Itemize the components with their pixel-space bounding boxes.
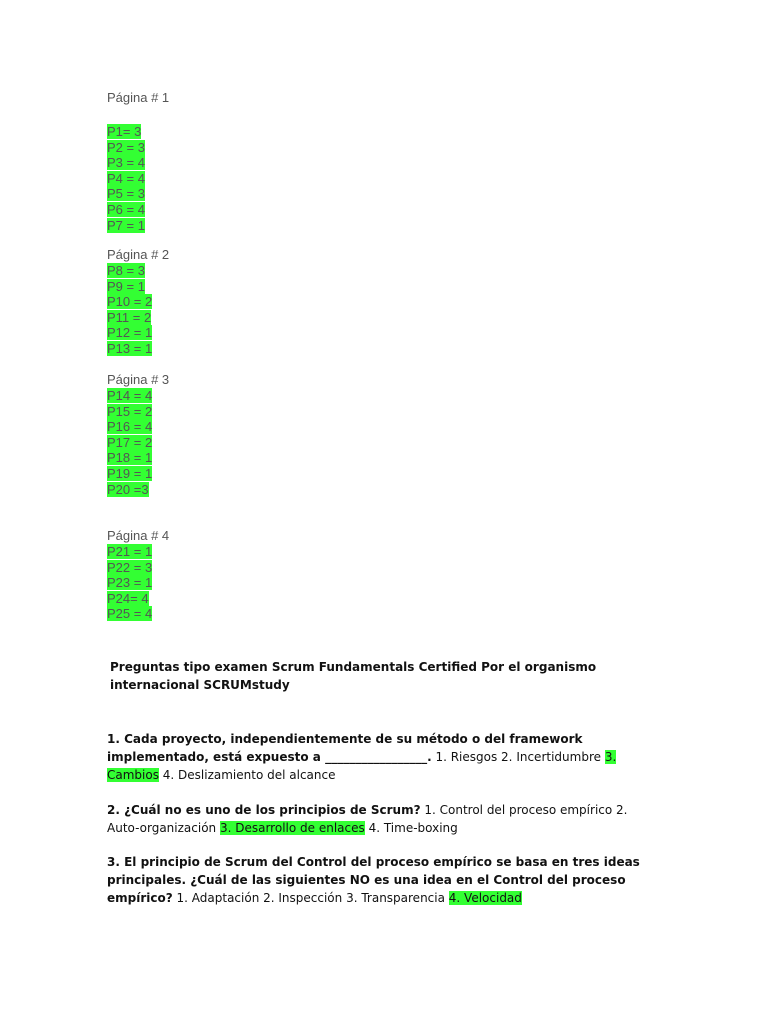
correct-answer-highlight: 3. Desarrollo de enlaces: [219, 821, 365, 835]
answer-item: P3 = 4: [107, 155, 145, 171]
answer-item: P21 = 1: [107, 544, 153, 559]
answer-block-page-3: [107, 372, 169, 497]
exam-title: [110, 658, 620, 694]
question-stem: 1. Cada proyecto, independientemente de su método o del framework implementado, está expuesto a _________________.: [107, 732, 583, 764]
answer-item: P18 = 1: [107, 450, 153, 466]
page-heading: Página # 2: [107, 247, 170, 262]
answer-item: P7 = 1: [107, 217, 145, 233]
question-1: [107, 730, 647, 784]
question-options-rest: 4. Deslizamiento del alcance: [158, 768, 336, 782]
exam-title-text: Preguntas tipo examen Scrum Fundamentals Certified Por el organismo internacional SCRUMstudy: [110, 660, 597, 692]
answer-block-page-2: [107, 247, 169, 357]
answer-item: P23 = 1: [107, 575, 153, 591]
page-heading: Página # 4: [107, 528, 170, 543]
question-options: 1. Control del proceso empírico 2. Auto-organización: [107, 803, 628, 835]
question-options-rest: 4. Time-boxing: [364, 821, 458, 835]
answer-item: P8 = 3: [107, 263, 145, 278]
answer-item: P13 = 1: [107, 340, 153, 356]
question-options: 1. Riesgos 2. Incertidumbre: [431, 750, 605, 764]
answer-block-page-4: [107, 528, 169, 622]
answer-item: P11 = 2: [107, 309, 152, 325]
answer-block-page-1: [107, 90, 169, 233]
answer-item: P12 = 1: [107, 325, 153, 341]
page-heading: Página # 3: [107, 372, 170, 387]
answer-item: P25 = 4: [107, 606, 153, 622]
correct-answer-highlight: 3. Cambios: [107, 750, 617, 782]
answer-item: P14 = 4: [107, 388, 153, 403]
question-options: 1. Adaptación 2. Inspección 3. Transparencia: [172, 891, 449, 905]
question-stem: 2. ¿Cuál no es uno de los principios de Scrum?: [107, 803, 421, 817]
question-stem: 3. El principio de Scrum del Control del proceso empírico se basa en tres ideas principales. ¿Cuál de las siguientes NO es una idea en el Control del proceso empírico?: [107, 855, 640, 905]
answer-item: P9 = 1: [107, 278, 145, 294]
answer-item: P22 = 3: [107, 559, 153, 575]
answer-item: P2 = 3: [107, 139, 145, 155]
answer-item: P20 =3: [107, 481, 149, 497]
answer-item: P4 = 4: [107, 170, 145, 186]
answer-item: P19 = 1: [107, 465, 153, 481]
answer-item: P17 = 2: [107, 434, 153, 450]
question-2: [107, 801, 647, 837]
answer-item: P10 = 2: [107, 294, 153, 310]
correct-answer-highlight: 4. Velocidad: [448, 891, 522, 905]
page-heading: Página # 1: [107, 90, 170, 105]
answer-item: P6 = 4: [107, 201, 145, 217]
answer-item: P1= 3: [107, 124, 142, 139]
question-3: [107, 853, 647, 907]
answer-item: P5 = 3: [107, 186, 145, 202]
answer-item: P16 = 4: [107, 419, 153, 435]
answer-item: P15 = 2: [107, 403, 153, 419]
answer-item: P24= 4: [107, 590, 149, 606]
